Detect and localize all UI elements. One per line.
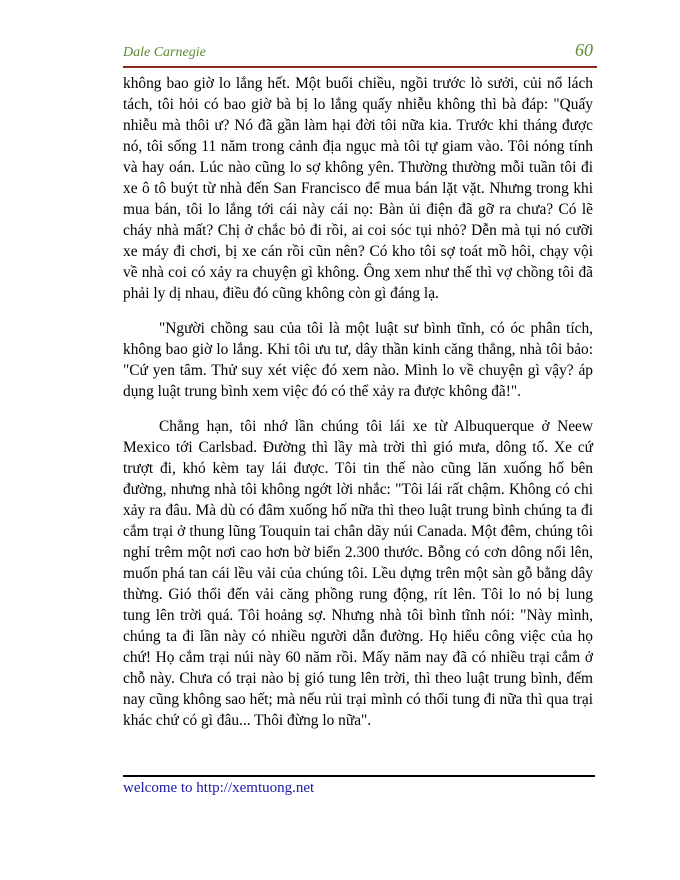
- paragraph-3: Chẳng hạn, tôi nhớ lần chúng tôi lái xe từ Albuquerque ở Neew Mexico tới Carlsbad. Đường thì lầy mà trời thì gió mưa, dông tố. Xe cứ trượt đi, khó kèm tay lái được. Tôi tin thế nào cũng lăn xuống hố bên đường, nhưng nhà tôi không ngớt lời nhắc: "Tôi lái rất chậm. Không có chi xảy ra đâu. Mà dù có đâm xuống hố nữa thì theo luật trung bình chúng ta đi cắm trại ở thung lũng Touquin tai chân dãy núi Canada. Một đêm, chúng tôi nghỉ trêm một nơi cao hơn bờ biển 2.300 thước. Bỗng có cơn dông nổi lên, muốn phá tan cái lều vải của chúng tôi. Lều dựng trên một sàn gỗ bằng dây thừng. Gió thổi đến vải căng phồng rung động, rít lên. Tôi lo nó bị lung tung lên trời quá. Tôi hoảng sợ. Nhưng nhà tôi bình tĩnh nói: "Này mình, chúng ta đi lần này có nhiều người dẫn đường. Họ hiểu công việc của họ chứ! Họ cắm trại núi này 60 năm rồi. Mấy năm nay đã có nhiều trại cắm ở chỗ này. Chưa có trại nào bị gió tung lên trời, thì theo luật trung bình, đếm nay cũng không sao hết; mà nếu rủi trại mình có thổi tung đi nữa thì qua trại khác chứ có gì đâu... Thôi đừng lo nữa".: [123, 418, 593, 729]
- footer-rule: [123, 775, 595, 777]
- paragraph-1: không bao giờ lo lắng hết. Một buổi chiều, ngồi trước lò sưởi, củi nổ lách tách, tôi hỏi có bao giờ bà bị lo lắng quấy nhiễu không thì bà đáp: "Quấy nhiễu mà thôi ư? Nó đã gần làm hại đời tôi nữa kia. Trước khi tháng được nó, tôi sống 11 năm trong cảnh địa ngục mà tôi tự giam vào. Tôi nóng tính và hay oán. Lúc nào cũng lo sợ không yên. Thường thường mỗi tuần tôi đi xe ô tô buýt từ nhà đến San Francisco để mua bán lặt vặt. Nhưng trong khi mua bán, tôi lo lắng tới cái này cái nọ: Bàn ủi điện đã gỡ ra chưa? Có lẽ cháy nhà mất? Chị ở chắc bỏ đi rồi, ai coi sóc tụi nhỏ? Dễn mà tụi nó cưỡi xe máy đi chơi, bị xe cán rồi cũn nên? Có kho tôi sợ toát mồ hôi, chạy vội về nhà coi có xảy ra chuyện gì không. Ông xem như thế thì vợ chồng tôi đã phải ly dị nhau, điều đó cũng không còn gì đáng lạ.: [123, 75, 593, 302]
- footer-link[interactable]: welcome to http://xemtuong.net: [123, 780, 315, 796]
- paragraph-2: "Người chồng sau của tôi là một luật sư bình tĩnh, có óc phân tích, không bao giờ lo lắng. Khi tôi ưu tư, dây thần kinh căng thẳng, nhà tôi bảo: "Cứ yen tâm. Thử suy xét việc đó xem nào. Mình lo về chuyện gì vậy? áp dụng luật trung bình xem việc đó có thể xảy ra được không đã!".: [123, 320, 593, 400]
- page-header: [123, 40, 597, 68]
- page-number: 60: [575, 40, 593, 60]
- page-body: [123, 73, 593, 745]
- header-rule: [123, 66, 597, 68]
- header-author: Dale Carnegie: [123, 45, 206, 60]
